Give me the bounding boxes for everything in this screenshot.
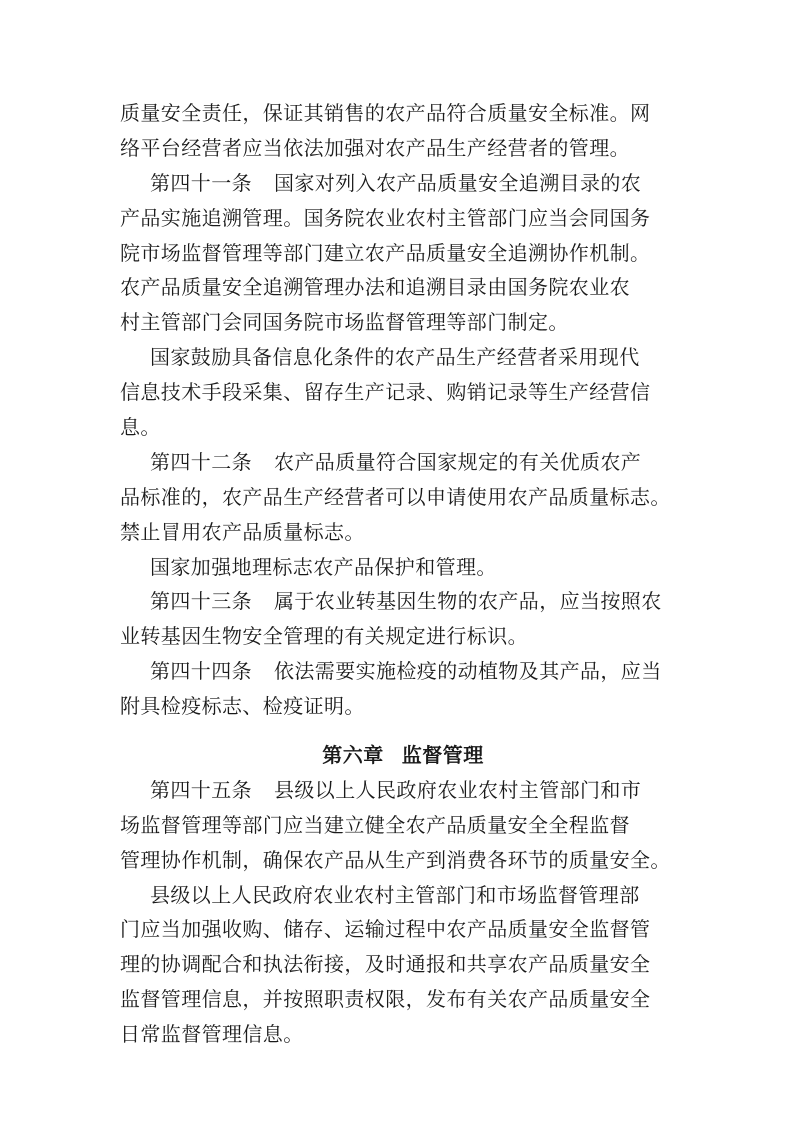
text-line: 监督管理信息，并按照职责权限，发布有关农产品质量安全 — [120, 987, 651, 1012]
text-line: 管理协作机制，确保农产品从生产到消费各环节的质量安全。 — [120, 847, 671, 872]
paragraph-start-line: 国家加强地理标志农产品保护和管理。 — [150, 554, 497, 579]
article-text: 县级以上人民政府农业农村主管部门和市 — [274, 777, 642, 802]
article-text: 农产品质量符合国家规定的有关优质农产 — [274, 449, 642, 474]
article-text: 依法需要实施检疫的动植物及其产品，应当 — [274, 659, 662, 684]
article-text: 国家对列入农产品质量安全追溯目录的农 — [274, 170, 642, 195]
text-line: 日常监督管理信息。 — [120, 1022, 304, 1047]
section-gap — [120, 724, 686, 738]
article-number: 第四十一条 — [150, 170, 252, 195]
article-45-line — [120, 773, 686, 808]
paragraph-start-line: 国家鼓励具备信息化条件的农产品生产经营者采用现代 — [150, 345, 640, 370]
text-line: 产品实施追溯管理。国务院农业农村主管部门应当会同国务 — [120, 205, 651, 230]
chapter-heading — [120, 738, 686, 773]
chapter-title: 监督管理 — [401, 743, 484, 768]
text-line: 禁止冒用农产品质量标志。 — [120, 519, 365, 544]
text-line: 息。 — [120, 415, 161, 440]
text-line: 村主管部门会同国务院市场监督管理等部门制定。 — [120, 310, 569, 335]
article-41-line — [120, 166, 686, 201]
text-line: 门应当加强收购、储存、运输过程中农产品质量安全监督管 — [120, 917, 651, 942]
text-line: 理的协调配合和执法衔接，及时通报和共享农产品质量安全 — [120, 952, 651, 977]
chapter-number: 第六章 — [322, 743, 384, 768]
article-number: 第四十三条 — [150, 589, 252, 614]
document-body — [120, 96, 686, 1052]
text-line: 络平台经营者应当依法加强对农产品生产经营者的管理。 — [120, 135, 630, 160]
text-line: 业转基因生物安全管理的有关规定进行标识。 — [120, 624, 528, 649]
article-44-line — [120, 654, 686, 689]
text-line: 农产品质量安全追溯管理办法和追溯目录由国务院农业农 — [120, 275, 630, 300]
text-line: 院市场监督管理等部门建立农产品质量安全追溯协作机制。 — [120, 240, 651, 265]
paragraph-start-line: 县级以上人民政府农业农村主管部门和市场监督管理部 — [150, 882, 640, 907]
article-number: 第四十二条 — [150, 449, 252, 474]
article-number: 第四十四条 — [150, 659, 252, 684]
article-43-line — [120, 584, 686, 619]
article-text: 属于农业转基因生物的农产品，应当按照农 — [274, 589, 662, 614]
text-line: 附具检疫标志、检疫证明。 — [120, 694, 365, 719]
text-line: 场监督管理等部门应当建立健全农产品质量安全全程监督 — [120, 812, 630, 837]
text-line: 质量安全责任，保证其销售的农产品符合质量安全标准。网 — [120, 101, 651, 125]
text-line: 信息技术手段采集、留存生产记录、购销记录等生产经营信 — [120, 380, 651, 405]
article-42-line — [120, 445, 686, 480]
text-line: 品标准的，农产品生产经营者可以申请使用农产品质量标志。 — [120, 484, 671, 509]
article-number: 第四十五条 — [150, 777, 252, 802]
